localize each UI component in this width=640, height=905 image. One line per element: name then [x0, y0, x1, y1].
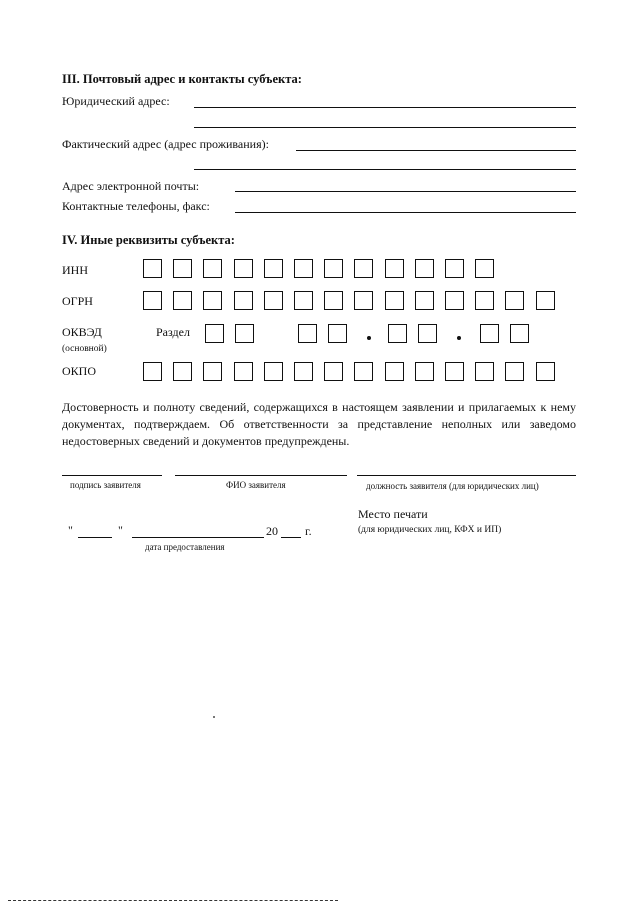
inn-box-10[interactable]: [415, 259, 434, 278]
phones-label: Контактные телефоны, факс:: [62, 199, 210, 213]
date-caption: дата предоставления: [145, 542, 225, 552]
okved-label: ОКВЭД: [62, 325, 102, 339]
okpo-box-10[interactable]: [415, 362, 434, 381]
date-quote-close: ": [118, 523, 123, 537]
inn-box-6[interactable]: [294, 259, 313, 278]
stamp-note: (для юридических лиц, КФХ и ИП): [358, 525, 502, 535]
ogrn-box-9[interactable]: [385, 291, 404, 310]
inn-box-5[interactable]: [264, 259, 283, 278]
section-3-title: III. Почтовый адрес и контакты субъекта:: [62, 72, 302, 86]
inn-box-12[interactable]: [475, 259, 494, 278]
okpo-label: ОКПО: [62, 364, 97, 378]
ogrn-box-11[interactable]: [445, 291, 464, 310]
bottom-scan-edge: [8, 900, 338, 901]
phones-line[interactable]: [235, 212, 576, 213]
inn-box-11[interactable]: [445, 259, 464, 278]
ogrn-box-12[interactable]: [475, 291, 494, 310]
ogrn-box-4[interactable]: [234, 291, 253, 310]
stamp-title: Место печати: [358, 507, 428, 521]
okpo-box-5[interactable]: [264, 362, 283, 381]
ogrn-box-8[interactable]: [354, 291, 373, 310]
ogrn-box-13[interactable]: [505, 291, 524, 310]
okved-box-7[interactable]: [480, 324, 499, 343]
ogrn-box-3[interactable]: [203, 291, 222, 310]
okved-note: (основной): [62, 344, 107, 354]
ogrn-box-10[interactable]: [415, 291, 434, 310]
okpo-box-6[interactable]: [294, 362, 313, 381]
okved-box-6[interactable]: [418, 324, 437, 343]
okpo-box-12[interactable]: [475, 362, 494, 381]
okpo-box-11[interactable]: [445, 362, 464, 381]
inn-box-2[interactable]: [173, 259, 192, 278]
legal-address-line-2[interactable]: [194, 127, 576, 128]
email-label: Адрес электронной почты:: [62, 179, 200, 193]
actual-address-label: Фактический адрес (адрес проживания):: [62, 137, 269, 151]
okpo-box-7[interactable]: [324, 362, 343, 381]
position-caption: должность заявителя (для юридических лиц): [366, 481, 539, 491]
okpo-box-13[interactable]: [505, 362, 524, 381]
inn-box-3[interactable]: [203, 259, 222, 278]
okved-box-1[interactable]: [205, 324, 224, 343]
date-year-prefix: 20: [266, 524, 278, 538]
okpo-box-1[interactable]: [143, 362, 162, 381]
okpo-box-8[interactable]: [354, 362, 373, 381]
date-month-line[interactable]: [132, 537, 264, 538]
inn-box-7[interactable]: [324, 259, 343, 278]
okved-box-5[interactable]: [388, 324, 407, 343]
okved-box-2[interactable]: [235, 324, 254, 343]
ogrn-box-2[interactable]: [173, 291, 192, 310]
fio-line[interactable]: [175, 475, 347, 476]
inn-box-4[interactable]: [234, 259, 253, 278]
scan-speck: [213, 716, 215, 718]
inn-box-9[interactable]: [385, 259, 404, 278]
section-4-title: IV. Иные реквизиты субъекта:: [62, 233, 235, 247]
fio-caption: ФИО заявителя: [226, 480, 286, 490]
okpo-box-2[interactable]: [173, 362, 192, 381]
sign-line[interactable]: [62, 475, 162, 476]
actual-address-line-1[interactable]: [296, 150, 576, 151]
okved-dot-1: [367, 336, 371, 340]
okpo-box-4[interactable]: [234, 362, 253, 381]
confirmation-text: Достоверность и полноту сведений, содержащихся в настоящем заявлении и прилагаемых к нему документах, подтверждаем. Об ответственности за представление неполных или заведомо недостоверных сведений и документов предупреждены.: [62, 400, 576, 448]
ogrn-box-5[interactable]: [264, 291, 283, 310]
ogrn-box-14[interactable]: [536, 291, 555, 310]
okved-razdel-label: Раздел: [156, 325, 190, 339]
ogrn-label: ОГРН: [62, 294, 93, 308]
okved-box-8[interactable]: [510, 324, 529, 343]
okved-dot-2: [457, 336, 461, 340]
date-year-suffix: г.: [305, 524, 312, 538]
sign-caption: подпись заявителя: [70, 480, 141, 490]
email-line[interactable]: [235, 191, 576, 192]
okved-box-4[interactable]: [328, 324, 347, 343]
position-line[interactable]: [357, 475, 576, 476]
date-quote-open: ": [68, 523, 73, 537]
ogrn-box-1[interactable]: [143, 291, 162, 310]
inn-box-8[interactable]: [354, 259, 373, 278]
date-year-line[interactable]: [281, 537, 301, 538]
okpo-box-3[interactable]: [203, 362, 222, 381]
date-day-line[interactable]: [78, 537, 112, 538]
legal-address-label: Юридический адрес:: [62, 94, 170, 108]
okved-box-3[interactable]: [298, 324, 317, 343]
legal-address-line-1[interactable]: [194, 107, 576, 108]
ogrn-box-6[interactable]: [294, 291, 313, 310]
inn-box-1[interactable]: [143, 259, 162, 278]
okpo-box-9[interactable]: [385, 362, 404, 381]
ogrn-box-7[interactable]: [324, 291, 343, 310]
actual-address-line-2[interactable]: [194, 169, 576, 170]
inn-label: ИНН: [62, 263, 88, 277]
okpo-box-14[interactable]: [536, 362, 555, 381]
